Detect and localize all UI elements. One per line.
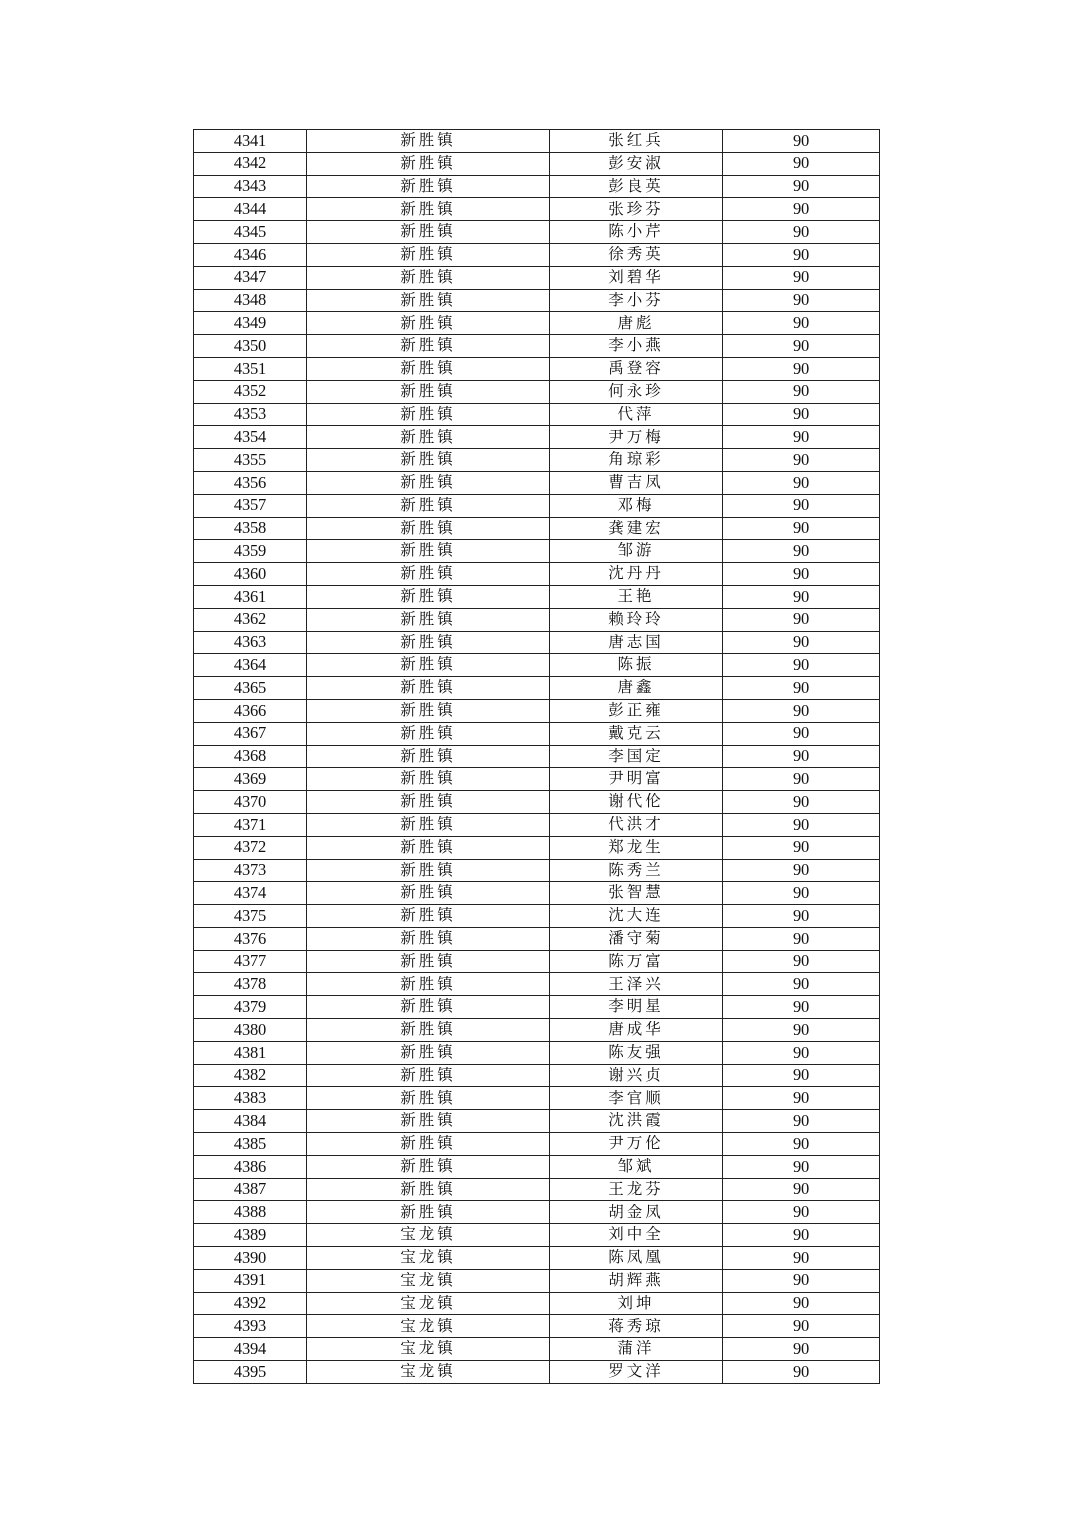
cell-age: 90	[723, 1201, 880, 1224]
cell-age: 90	[723, 563, 880, 586]
table-row	[194, 130, 880, 153]
cell-name: 沈丹丹	[550, 563, 723, 586]
cell-number: 4376	[194, 927, 307, 950]
cell-number: 4390	[194, 1247, 307, 1270]
cell-age: 90	[723, 608, 880, 631]
cell-town: 新胜镇	[307, 654, 550, 677]
table-row	[194, 563, 880, 586]
cell-age: 90	[723, 1064, 880, 1087]
cell-age: 90	[723, 289, 880, 312]
cell-number: 4355	[194, 449, 307, 472]
table-row	[194, 449, 880, 472]
cell-number: 4342	[194, 152, 307, 175]
cell-town: 新胜镇	[307, 266, 550, 289]
cell-name: 唐志国	[550, 631, 723, 654]
table-row	[194, 927, 880, 950]
cell-town: 新胜镇	[307, 380, 550, 403]
cell-name: 戴克云	[550, 722, 723, 745]
cell-name: 李小燕	[550, 335, 723, 358]
cell-age: 90	[723, 130, 880, 153]
cell-town: 新胜镇	[307, 357, 550, 380]
cell-age: 90	[723, 357, 880, 380]
cell-name: 王泽兴	[550, 973, 723, 996]
cell-number: 4391	[194, 1269, 307, 1292]
cell-number: 4393	[194, 1315, 307, 1338]
cell-number: 4357	[194, 494, 307, 517]
cell-number: 4356	[194, 471, 307, 494]
cell-number: 4351	[194, 357, 307, 380]
table-row	[194, 494, 880, 517]
cell-age: 90	[723, 722, 880, 745]
cell-number: 4347	[194, 266, 307, 289]
table-row	[194, 517, 880, 540]
cell-number: 4353	[194, 403, 307, 426]
cell-name: 蒋秀琼	[550, 1315, 723, 1338]
cell-town: 新胜镇	[307, 677, 550, 700]
cell-name: 刘碧华	[550, 266, 723, 289]
cell-age: 90	[723, 1315, 880, 1338]
cell-name: 邹斌	[550, 1155, 723, 1178]
cell-number: 4381	[194, 1041, 307, 1064]
cell-town: 新胜镇	[307, 973, 550, 996]
cell-name: 陈友强	[550, 1041, 723, 1064]
cell-name: 代萍	[550, 403, 723, 426]
cell-age: 90	[723, 585, 880, 608]
table-row	[194, 221, 880, 244]
table-row	[194, 1315, 880, 1338]
cell-name: 邹游	[550, 540, 723, 563]
cell-town: 新胜镇	[307, 243, 550, 266]
cell-name: 沈大连	[550, 905, 723, 928]
table-row	[194, 1178, 880, 1201]
cell-town: 新胜镇	[307, 1178, 550, 1201]
cell-name: 张智慧	[550, 882, 723, 905]
table-row	[194, 768, 880, 791]
cell-age: 90	[723, 426, 880, 449]
cell-number: 4394	[194, 1338, 307, 1361]
cell-name: 王艳	[550, 585, 723, 608]
cell-town: 宝龙镇	[307, 1224, 550, 1247]
cell-number: 4379	[194, 996, 307, 1019]
cell-name: 尹明富	[550, 768, 723, 791]
cell-number: 4344	[194, 198, 307, 221]
cell-name: 唐彪	[550, 312, 723, 335]
cell-town: 新胜镇	[307, 221, 550, 244]
cell-name: 何永珍	[550, 380, 723, 403]
table-row	[194, 1361, 880, 1384]
cell-town: 宝龙镇	[307, 1269, 550, 1292]
cell-age: 90	[723, 243, 880, 266]
table-row	[194, 1201, 880, 1224]
cell-age: 90	[723, 996, 880, 1019]
cell-number: 4392	[194, 1292, 307, 1315]
table-row	[194, 1269, 880, 1292]
cell-number: 4389	[194, 1224, 307, 1247]
table-row	[194, 677, 880, 700]
cell-name: 李国定	[550, 745, 723, 768]
table-row	[194, 1064, 880, 1087]
cell-town: 宝龙镇	[307, 1247, 550, 1270]
table-row	[194, 813, 880, 836]
cell-number: 4382	[194, 1064, 307, 1087]
cell-name: 禹登容	[550, 357, 723, 380]
cell-age: 90	[723, 312, 880, 335]
table-row	[194, 1019, 880, 1042]
cell-name: 刘中全	[550, 1224, 723, 1247]
cell-age: 90	[723, 1338, 880, 1361]
cell-name: 尹万梅	[550, 426, 723, 449]
cell-town: 新胜镇	[307, 631, 550, 654]
cell-name: 彭正雍	[550, 699, 723, 722]
cell-town: 新胜镇	[307, 403, 550, 426]
cell-name: 李小芬	[550, 289, 723, 312]
cell-name: 彭安淑	[550, 152, 723, 175]
cell-name: 张珍芬	[550, 198, 723, 221]
cell-age: 90	[723, 152, 880, 175]
cell-town: 新胜镇	[307, 449, 550, 472]
table-row	[194, 1087, 880, 1110]
cell-number: 4343	[194, 175, 307, 198]
cell-town: 宝龙镇	[307, 1315, 550, 1338]
cell-number: 4363	[194, 631, 307, 654]
cell-name: 角琼彩	[550, 449, 723, 472]
cell-age: 90	[723, 699, 880, 722]
cell-age: 90	[723, 1361, 880, 1384]
cell-number: 4341	[194, 130, 307, 153]
cell-name: 陈万富	[550, 950, 723, 973]
cell-name: 曹吉凤	[550, 471, 723, 494]
cell-number: 4380	[194, 1019, 307, 1042]
cell-town: 新胜镇	[307, 1041, 550, 1064]
cell-town: 新胜镇	[307, 1110, 550, 1133]
cell-town: 新胜镇	[307, 198, 550, 221]
cell-number: 4360	[194, 563, 307, 586]
cell-number: 4377	[194, 950, 307, 973]
cell-name: 赖玲玲	[550, 608, 723, 631]
cell-town: 新胜镇	[307, 768, 550, 791]
cell-age: 90	[723, 859, 880, 882]
table-row	[194, 836, 880, 859]
table-row	[194, 426, 880, 449]
cell-name: 谢代伦	[550, 791, 723, 814]
cell-number: 4375	[194, 905, 307, 928]
cell-town: 新胜镇	[307, 585, 550, 608]
cell-number: 4370	[194, 791, 307, 814]
cell-number: 4369	[194, 768, 307, 791]
table-row	[194, 699, 880, 722]
cell-number: 4362	[194, 608, 307, 631]
cell-name: 张红兵	[550, 130, 723, 153]
cell-age: 90	[723, 927, 880, 950]
cell-town: 新胜镇	[307, 540, 550, 563]
cell-age: 90	[723, 1224, 880, 1247]
cell-town: 新胜镇	[307, 996, 550, 1019]
cell-number: 4385	[194, 1133, 307, 1156]
table-row	[194, 950, 880, 973]
cell-age: 90	[723, 335, 880, 358]
cell-town: 新胜镇	[307, 745, 550, 768]
table-row	[194, 996, 880, 1019]
cell-town: 新胜镇	[307, 1064, 550, 1087]
cell-name: 陈小芹	[550, 221, 723, 244]
cell-age: 90	[723, 175, 880, 198]
cell-number: 4372	[194, 836, 307, 859]
cell-name: 龚建宏	[550, 517, 723, 540]
cell-age: 90	[723, 905, 880, 928]
cell-number: 4386	[194, 1155, 307, 1178]
cell-town: 新胜镇	[307, 927, 550, 950]
cell-age: 90	[723, 631, 880, 654]
table-row	[194, 745, 880, 768]
table-row	[194, 1292, 880, 1315]
cell-name: 陈振	[550, 654, 723, 677]
cell-name: 王龙芬	[550, 1178, 723, 1201]
table-row	[194, 973, 880, 996]
cell-number: 4395	[194, 1361, 307, 1384]
cell-age: 90	[723, 540, 880, 563]
cell-town: 新胜镇	[307, 699, 550, 722]
cell-name: 李官顺	[550, 1087, 723, 1110]
cell-number: 4346	[194, 243, 307, 266]
cell-town: 新胜镇	[307, 791, 550, 814]
cell-town: 新胜镇	[307, 289, 550, 312]
table-row	[194, 403, 880, 426]
table-row	[194, 791, 880, 814]
table-row	[194, 608, 880, 631]
table-row	[194, 312, 880, 335]
cell-age: 90	[723, 768, 880, 791]
cell-age: 90	[723, 745, 880, 768]
table-row	[194, 1247, 880, 1270]
cell-age: 90	[723, 677, 880, 700]
cell-name: 谢兴贞	[550, 1064, 723, 1087]
table-row	[194, 882, 880, 905]
cell-age: 90	[723, 1269, 880, 1292]
cell-town: 新胜镇	[307, 130, 550, 153]
cell-number: 4361	[194, 585, 307, 608]
cell-town: 新胜镇	[307, 905, 550, 928]
cell-age: 90	[723, 882, 880, 905]
cell-age: 90	[723, 1178, 880, 1201]
cell-number: 4373	[194, 859, 307, 882]
cell-town: 新胜镇	[307, 1155, 550, 1178]
roster-table-body	[194, 130, 880, 1384]
cell-name: 李明星	[550, 996, 723, 1019]
cell-town: 新胜镇	[307, 608, 550, 631]
roster-table	[193, 129, 880, 1384]
table-row	[194, 1041, 880, 1064]
cell-age: 90	[723, 654, 880, 677]
table-row	[194, 1133, 880, 1156]
cell-name: 唐成华	[550, 1019, 723, 1042]
cell-town: 新胜镇	[307, 494, 550, 517]
table-row	[194, 905, 880, 928]
cell-name: 胡辉燕	[550, 1269, 723, 1292]
table-row	[194, 471, 880, 494]
cell-age: 90	[723, 266, 880, 289]
table-row	[194, 1338, 880, 1361]
cell-age: 90	[723, 517, 880, 540]
cell-town: 宝龙镇	[307, 1338, 550, 1361]
cell-number: 4345	[194, 221, 307, 244]
cell-name: 胡金凤	[550, 1201, 723, 1224]
cell-age: 90	[723, 1292, 880, 1315]
cell-age: 90	[723, 403, 880, 426]
cell-name: 彭良英	[550, 175, 723, 198]
cell-age: 90	[723, 836, 880, 859]
cell-town: 新胜镇	[307, 152, 550, 175]
table-row	[194, 289, 880, 312]
cell-name: 尹万伦	[550, 1133, 723, 1156]
cell-age: 90	[723, 1019, 880, 1042]
cell-town: 新胜镇	[307, 1019, 550, 1042]
cell-number: 4354	[194, 426, 307, 449]
table-row	[194, 1155, 880, 1178]
cell-name: 刘坤	[550, 1292, 723, 1315]
table-row	[194, 654, 880, 677]
cell-age: 90	[723, 1110, 880, 1133]
table-row	[194, 357, 880, 380]
cell-age: 90	[723, 1087, 880, 1110]
cell-town: 新胜镇	[307, 1133, 550, 1156]
cell-age: 90	[723, 471, 880, 494]
cell-town: 新胜镇	[307, 836, 550, 859]
cell-name: 代洪才	[550, 813, 723, 836]
cell-name: 徐秀英	[550, 243, 723, 266]
table-row	[194, 1110, 880, 1133]
cell-name: 罗文洋	[550, 1361, 723, 1384]
cell-number: 4371	[194, 813, 307, 836]
cell-town: 新胜镇	[307, 312, 550, 335]
cell-age: 90	[723, 1155, 880, 1178]
cell-town: 新胜镇	[307, 1087, 550, 1110]
cell-number: 4358	[194, 517, 307, 540]
table-row	[194, 859, 880, 882]
table-row	[194, 198, 880, 221]
cell-town: 新胜镇	[307, 471, 550, 494]
cell-number: 4352	[194, 380, 307, 403]
cell-town: 新胜镇	[307, 517, 550, 540]
cell-number: 4367	[194, 722, 307, 745]
cell-age: 90	[723, 950, 880, 973]
cell-age: 90	[723, 221, 880, 244]
cell-town: 新胜镇	[307, 175, 550, 198]
cell-town: 新胜镇	[307, 722, 550, 745]
table-row	[194, 335, 880, 358]
table-row	[194, 1224, 880, 1247]
table-row	[194, 152, 880, 175]
cell-town: 新胜镇	[307, 335, 550, 358]
cell-number: 4384	[194, 1110, 307, 1133]
cell-town: 新胜镇	[307, 950, 550, 973]
cell-age: 90	[723, 973, 880, 996]
cell-town: 宝龙镇	[307, 1361, 550, 1384]
cell-name: 蒲洋	[550, 1338, 723, 1361]
cell-number: 4378	[194, 973, 307, 996]
cell-age: 90	[723, 449, 880, 472]
cell-number: 4368	[194, 745, 307, 768]
cell-town: 宝龙镇	[307, 1292, 550, 1315]
cell-age: 90	[723, 813, 880, 836]
cell-number: 4366	[194, 699, 307, 722]
table-row	[194, 175, 880, 198]
cell-number: 4374	[194, 882, 307, 905]
cell-number: 4388	[194, 1201, 307, 1224]
cell-number: 4350	[194, 335, 307, 358]
cell-number: 4349	[194, 312, 307, 335]
cell-number: 4348	[194, 289, 307, 312]
table-row	[194, 380, 880, 403]
cell-number: 4365	[194, 677, 307, 700]
cell-age: 90	[723, 791, 880, 814]
cell-number: 4387	[194, 1178, 307, 1201]
table-row	[194, 243, 880, 266]
cell-age: 90	[723, 1041, 880, 1064]
cell-age: 90	[723, 1133, 880, 1156]
cell-age: 90	[723, 1247, 880, 1270]
table-row	[194, 540, 880, 563]
cell-town: 新胜镇	[307, 882, 550, 905]
cell-town: 新胜镇	[307, 426, 550, 449]
cell-age: 90	[723, 494, 880, 517]
cell-number: 4359	[194, 540, 307, 563]
table-row	[194, 266, 880, 289]
cell-town: 新胜镇	[307, 813, 550, 836]
cell-name: 郑龙生	[550, 836, 723, 859]
table-row	[194, 585, 880, 608]
cell-town: 新胜镇	[307, 563, 550, 586]
table-row	[194, 631, 880, 654]
table-row	[194, 722, 880, 745]
cell-name: 陈凤凰	[550, 1247, 723, 1270]
cell-number: 4383	[194, 1087, 307, 1110]
cell-number: 4364	[194, 654, 307, 677]
cell-age: 90	[723, 198, 880, 221]
cell-name: 唐鑫	[550, 677, 723, 700]
cell-town: 新胜镇	[307, 1201, 550, 1224]
cell-name: 沈洪霞	[550, 1110, 723, 1133]
cell-town: 新胜镇	[307, 859, 550, 882]
cell-age: 90	[723, 380, 880, 403]
cell-name: 潘守菊	[550, 927, 723, 950]
cell-name: 邓梅	[550, 494, 723, 517]
cell-name: 陈秀兰	[550, 859, 723, 882]
